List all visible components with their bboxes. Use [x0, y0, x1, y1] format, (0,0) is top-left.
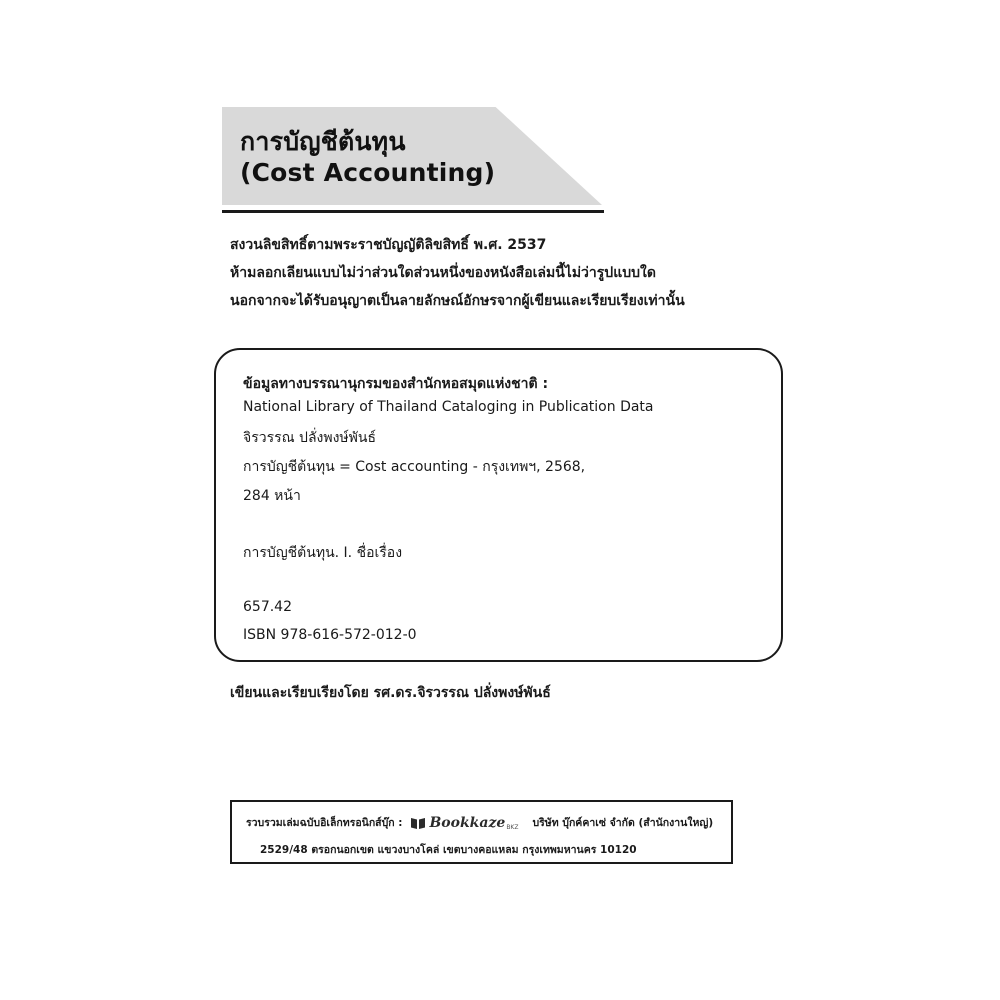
- ebook-address: 2529/48 ตรอกนอกเขต แขวงบางโคล่ เขตบางคอแหลม กรุงเทพมหานคร 10120: [260, 844, 637, 856]
- ebook-publisher-row: [246, 814, 713, 831]
- cip-title-line: การบัญชีต้นทุน = Cost accounting - กรุงเทพฯ, 2568,: [243, 459, 586, 475]
- author-credit: เขียนและเรียบเรียงโดย รศ.ดร.จิรวรรณ ปลั่งพงษ์พันธ์: [230, 685, 551, 701]
- book-title-thai: การบัญชีต้นทุน: [240, 127, 406, 156]
- copyright-notice: [230, 231, 685, 315]
- cip-author: จิรวรรณ ปลั่งพงษ์พันธ์: [243, 430, 376, 446]
- cip-subject: การบัญชีต้นทุน. I. ชื่อเรื่อง: [243, 545, 403, 561]
- cip-heading-english: National Library of Thailand Cataloging in Publication Data: [243, 399, 654, 415]
- logo-suffix: BKZ: [506, 823, 519, 831]
- open-book-icon: [410, 816, 426, 830]
- ebook-label: รวบรวมเล่มฉบับอิเล็กทรอนิกส์บุ๊ก :: [246, 817, 403, 829]
- book-title-english: (Cost Accounting): [240, 158, 496, 187]
- ebook-publisher-box: [230, 800, 733, 864]
- cip-page-count: 284 หน้า: [243, 488, 301, 504]
- ebook-company-name: บริษัท บุ๊กค์คาเซ่ จำกัด (สำนักงานใหญ่): [532, 817, 714, 829]
- cip-heading-thai: ข้อมูลทางบรรณานุกรมของสำนักหอสมุดแห่งชาติ :: [243, 376, 549, 392]
- title-underline-divider: [222, 210, 604, 213]
- bookkaze-logo: [410, 815, 518, 831]
- logo-wordmark: Bookkaze: [429, 814, 506, 831]
- copyright-line-2: ห้ามลอกเลียนแบบไม่ว่าส่วนใดส่วนหนึ่งของหนังสือเล่มนี้ไม่ว่ารูปแบบใด: [230, 265, 656, 281]
- copyright-line-1: สงวนลิขสิทธิ์ตามพระราชบัญญัติลิขสิทธิ์ พ.ศ. 2537: [230, 237, 547, 253]
- copyright-line-3: นอกจากจะได้รับอนุญาตเป็นลายลักษณ์อักษรจากผู้เขียนและเรียบเรียงเท่านั้น: [230, 293, 685, 309]
- cip-isbn: ISBN 978-616-572-012-0: [243, 627, 417, 643]
- cip-classification-number: 657.42: [243, 599, 292, 615]
